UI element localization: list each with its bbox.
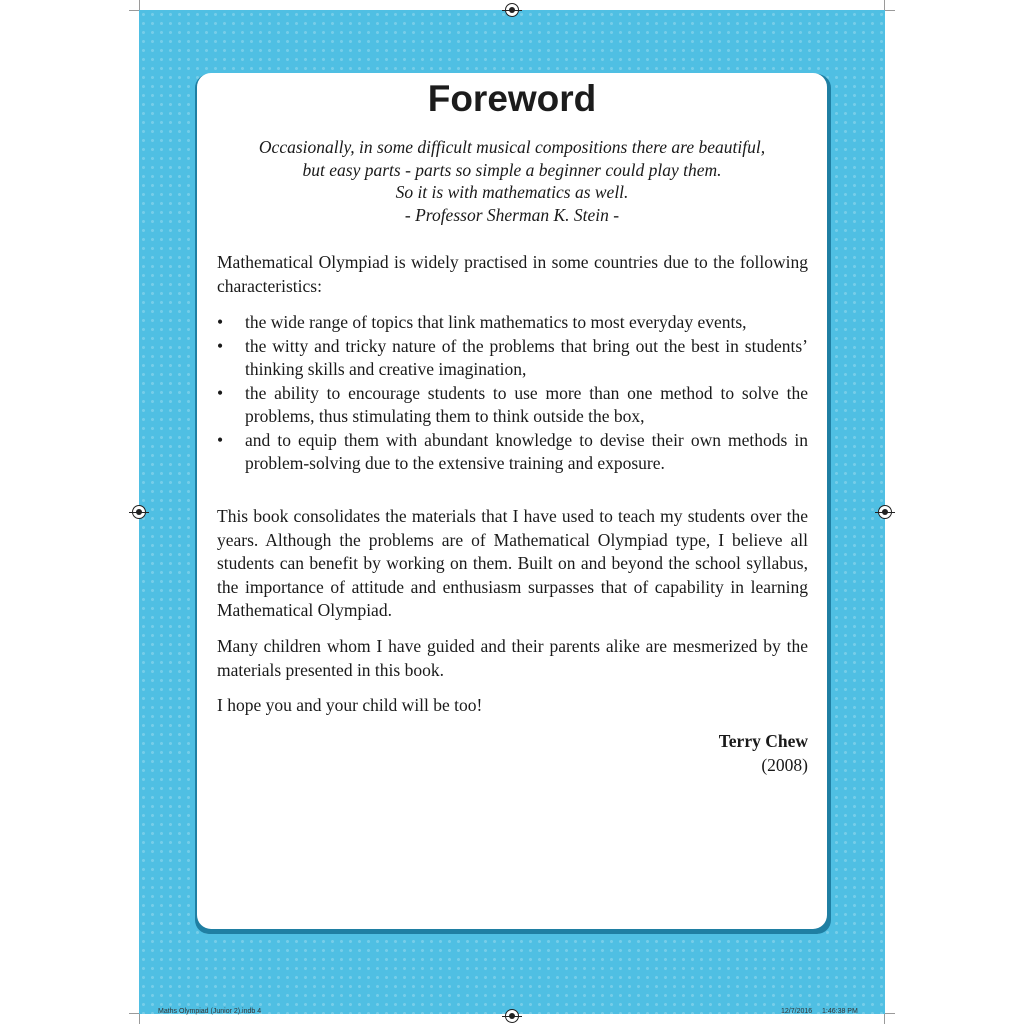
crop-mark bbox=[139, 1014, 140, 1024]
list-item bbox=[217, 429, 808, 476]
registration-mark-icon bbox=[505, 1009, 519, 1023]
slug-filename: Maths Olympiad (Junior 2).indb 4 bbox=[158, 1008, 262, 1015]
crop-mark bbox=[884, 1014, 885, 1024]
list-item-text: and to equip them with abundant knowledge to devise their own methods in problem-solving due to the extensive training and exposure. bbox=[245, 429, 808, 473]
author-year: (2008) bbox=[761, 755, 808, 775]
crop-mark bbox=[885, 10, 895, 11]
body-paragraph: This book consolidates the materials that I have used to teach my students over the years. Although the problems are of Mathematical Olympiad type, I believe all students can benefit by working on them. Built on and beyond the school syllabus, the importance of attitude and enthusiasm surpasses that of capability in learning Mathematical Olympiad. bbox=[217, 506, 808, 620]
crop-mark bbox=[884, 0, 885, 10]
crop-mark bbox=[139, 0, 140, 10]
slug-date: 12/7/2016 bbox=[781, 1008, 813, 1015]
bullet-icon: • bbox=[217, 429, 224, 450]
closing-paragraph: I hope you and your child will be too! bbox=[217, 695, 483, 715]
list-item-text: the ability to encourage students to use more than one method to solve the problems, thus stimulating them to think outside the box, bbox=[245, 382, 808, 426]
list-item-text: the wide range of topics that link mathematics to most everyday events, bbox=[245, 312, 747, 332]
list-item bbox=[217, 382, 808, 429]
crop-mark bbox=[885, 1013, 895, 1014]
characteristics-list bbox=[217, 311, 808, 476]
body-paragraph: Many children whom I have guided and their parents alike are mesmerized by the materials presented in this book. bbox=[217, 636, 808, 680]
bullet-icon: • bbox=[217, 335, 224, 356]
bullet-icon: • bbox=[217, 382, 224, 403]
list-item bbox=[217, 335, 808, 382]
registration-mark-icon bbox=[132, 505, 146, 519]
registration-mark-icon bbox=[505, 3, 519, 17]
crop-mark bbox=[129, 1013, 139, 1014]
bullet-icon: • bbox=[217, 312, 224, 332]
quote-attribution: - Professor Sherman K. Stein - bbox=[404, 204, 620, 225]
author-name: Terry Chew bbox=[718, 731, 808, 751]
list-item bbox=[217, 311, 808, 335]
epigraph-quote bbox=[197, 136, 827, 226]
quote-line: but easy parts - parts so simple a beginner could play them. bbox=[302, 159, 722, 180]
registration-mark-icon bbox=[878, 505, 892, 519]
list-item-text: the witty and tricky nature of the problems that bring out the best in students’ thinking skills and creative imagination, bbox=[245, 335, 808, 379]
slug-time: 1:46:38 PM bbox=[822, 1008, 858, 1015]
intro-paragraph: Mathematical Olympiad is widely practised in some countries due to the following characteristics: bbox=[217, 252, 808, 296]
quote-line: So it is with mathematics as well. bbox=[395, 182, 629, 202]
page-title: Foreword bbox=[427, 78, 597, 119]
crop-mark bbox=[129, 10, 139, 11]
quote-line: Occasionally, in some difficult musical compositions there are beautiful, bbox=[258, 137, 766, 157]
